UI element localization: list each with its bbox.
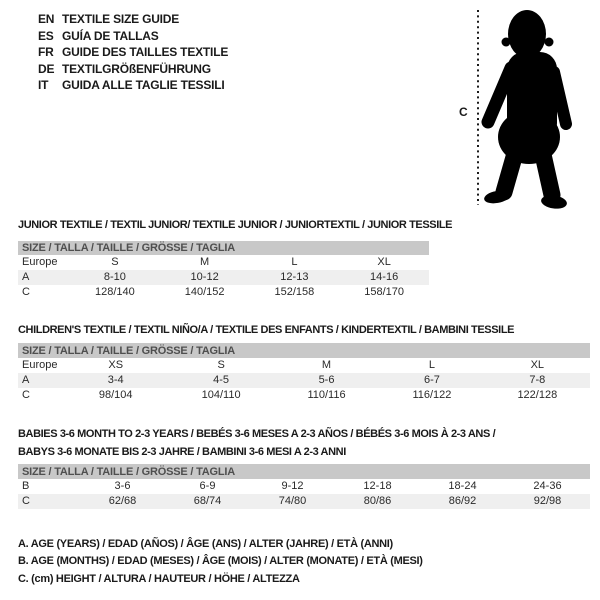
language-row (38, 11, 228, 28)
footnote-line: C. (cm) HEIGHT / ALTURA / HAUTEUR / HÖHE / ALTEZZA (18, 572, 300, 585)
table-cell: 86/92 (448, 495, 477, 507)
size-header-bar: SIZE / TALLA / TAILLE / GRÖSSE / TAGLIA (18, 464, 590, 479)
table-cell: M (321, 359, 332, 371)
row-label: Europe (22, 256, 58, 268)
childrens-textile-table (18, 321, 590, 401)
table-row (18, 255, 429, 270)
table-cell: 62/68 (108, 495, 137, 507)
table-cell: L (428, 359, 435, 371)
table-cell: 74/80 (278, 495, 307, 507)
table-cell: L (291, 256, 298, 268)
language-title: GUIDA ALLE TAGLIE TESSILI (62, 78, 225, 93)
table-cell: M (200, 256, 210, 268)
language-code: IT (38, 78, 49, 93)
table-title-line: JUNIOR TEXTILE / TEXTIL JUNIOR/ TEXTILE JUNIOR / JUNIORTEXTIL / JUNIOR TESSILE (18, 219, 453, 231)
language-row (38, 44, 228, 61)
table-cell: 116/122 (412, 389, 452, 401)
table-title-line: BABIES 3-6 MONTH TO 2-3 YEARS / BEBÉS 3-6 MESES A 2-3 AÑOS / BÉBÉS 3-6 MOIS À 2-3 ANS / (18, 428, 496, 440)
size-header-bar: SIZE / TALLA / TAILLE / GRÖSSE / TAGLIA (18, 343, 590, 358)
row-label: A (22, 271, 30, 283)
row-label: C (22, 286, 30, 298)
table-row (18, 358, 590, 373)
footnote-line: B. AGE (MONTHS) / EDAD (MESES) / ÂGE (MOIS) / ALTER (MONATE) / ETÀ (MESI) (18, 555, 423, 568)
table-cell: S (111, 256, 119, 268)
table-cell: 68/74 (193, 495, 222, 507)
table-cell: XL (377, 256, 391, 268)
table-cell: 7-8 (529, 374, 546, 386)
table-cell: 92/98 (533, 495, 562, 507)
table-cell: 158/170 (364, 286, 404, 298)
table-cell: 140/152 (184, 286, 225, 298)
table-cell: 3-4 (107, 374, 124, 386)
table-row (18, 373, 590, 388)
table-cell: 10-12 (190, 271, 219, 283)
toddler-figure (450, 5, 600, 215)
junior-textile-table (18, 216, 453, 298)
table-cell: XL (530, 359, 545, 371)
footnotes (18, 536, 423, 588)
language-title: TEXTILE SIZE GUIDE (62, 12, 180, 26)
table-row (18, 285, 429, 300)
table-title (18, 321, 590, 339)
language-title: GUÍA DE TALLAS (62, 28, 159, 43)
table-cell: 12-13 (280, 271, 309, 283)
language-code: FR (38, 45, 54, 60)
table-cell: 14-16 (370, 271, 399, 283)
table-cell: 80/86 (363, 495, 392, 507)
table-cell: 9-12 (281, 480, 304, 492)
toddler-silhouette-icon (483, 10, 568, 210)
table-title-line: CHILDREN'S TEXTILE / TEXTIL NIÑO/A / TEXTILE DES ENFANTS / KINDERTEXTIL / BAMBINI TESSILE (18, 324, 515, 336)
table-cell: 152/158 (274, 286, 315, 298)
table-title (18, 216, 453, 234)
table-cell: 24-36 (533, 480, 562, 492)
table-cell: 6-7 (423, 374, 440, 386)
row-label: Europe (22, 359, 58, 371)
table-row (18, 479, 590, 494)
table-cell: 12-18 (363, 480, 392, 492)
row-label: C (22, 495, 30, 507)
table-cell: 6-9 (199, 480, 216, 492)
language-title-list (38, 11, 228, 94)
table-cell: 122/128 (517, 389, 558, 401)
table-cell: S (217, 359, 225, 371)
language-row (38, 61, 228, 78)
language-code: ES (38, 28, 54, 43)
table-row (18, 270, 429, 285)
table-row (18, 494, 590, 509)
babies-textile-table (18, 425, 590, 507)
row-label: B (22, 480, 30, 492)
table-cell: 128/140 (94, 286, 135, 298)
table-title (18, 425, 590, 461)
row-label: A (22, 374, 30, 386)
table-cell: 18-24 (448, 480, 477, 492)
table-cell: 110/116 (307, 389, 346, 401)
height-marker-label: C (459, 105, 468, 119)
language-code: EN (38, 12, 55, 26)
table-cell: XS (108, 359, 124, 371)
footnote-line: A. AGE (YEARS) / EDAD (AÑOS) / ÂGE (ANS) / ALTER (JAHRE) / ETÀ (ANNI) (18, 538, 393, 550)
size-header-bar: SIZE / TALLA / TAILLE / GRÖSSE / TAGLIA (18, 241, 429, 255)
language-code: DE (38, 61, 55, 76)
language-row (38, 28, 228, 45)
table-cell: 3-6 (114, 480, 131, 492)
table-cell: 5-6 (318, 374, 335, 386)
table-title-line: BABYS 3-6 MONATE BIS 2-3 JAHRE / BAMBINI 3-6 MESI A 2-3 ANNI (18, 446, 346, 458)
table-cell: 4-5 (213, 374, 230, 386)
language-title: TEXTILGRÖßENFÜHRUNG (62, 61, 211, 76)
language-row (38, 77, 228, 94)
row-label: C (22, 389, 30, 401)
table-row (18, 388, 590, 403)
language-title: GUIDE DES TAILLES TEXTILE (62, 45, 229, 60)
table-cell: 8-10 (103, 271, 126, 283)
table-cell: 98/104 (98, 389, 133, 401)
table-cell: 104/110 (201, 389, 241, 401)
